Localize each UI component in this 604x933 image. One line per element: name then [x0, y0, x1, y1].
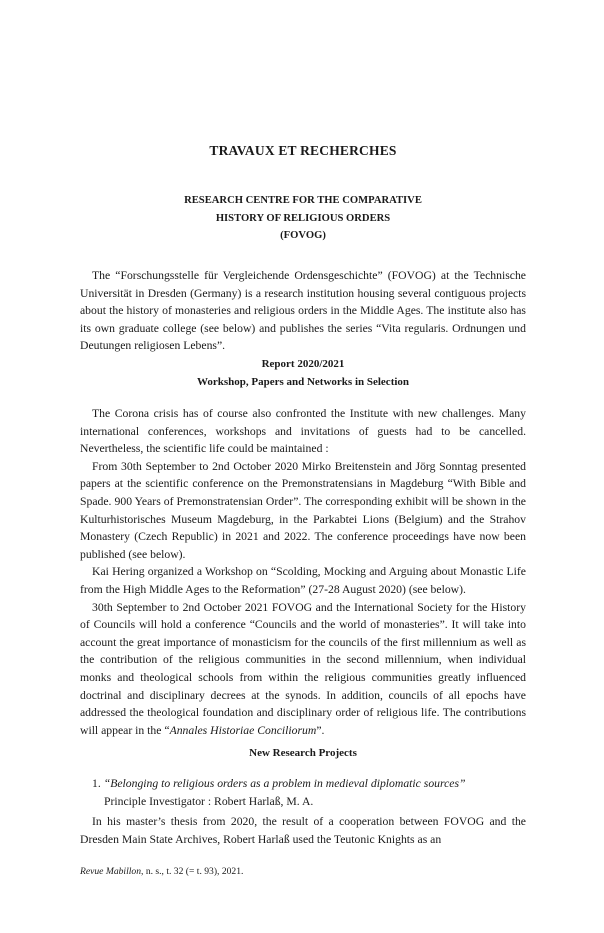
- report-body: [80, 405, 526, 739]
- section-title: TRAVAUX ET RECHERCHES: [209, 143, 397, 158]
- new-projects-heading: New Research Projects: [249, 747, 357, 759]
- project-1-title: [80, 775, 526, 793]
- report-paragraph-4: [80, 599, 526, 740]
- new-projects-body: [80, 775, 526, 848]
- report-subheading: Workshop, Papers and Networks in Selection: [196, 376, 410, 388]
- report-paragraph-4-end: ”.: [316, 723, 325, 737]
- centre-title-line-2: HISTORY OF RELIGIOUS ORDERS: [215, 212, 391, 224]
- intro-paragraph: The “Forschungsstelle für Vergleichende Ordensgeschichte” (FOVOG) at the Technische Universität in Dresden (Germany) is a research institution housing several contiguous projects about the history of monasteries and religious orders in the Middle Ages. The institute also has its own graduate college (see below) and publishes the series “Vita regularis. Ordnungen und Deutungen religiosen Lebens”.: [80, 269, 526, 353]
- centre-title-line-3: (FOVOG): [280, 230, 326, 241]
- centre-title-line-1: RESEARCH CENTRE FOR THE COMPARATIVE: [184, 195, 422, 206]
- intro-block: [80, 267, 526, 355]
- project-1-text: In his master’s thesis from 2020, the result of a cooperation between FOVOG and the Dresden Main State Archives, Robert Harlaß used the Teutonic Knights as an: [80, 815, 526, 846]
- report-paragraph-1: The Corona crisis has of course also confronted the Institute with new challenges. Many international conferences, workshops and invitations of guests had to be cancelled. Nevertheless, the scientific life could be maintained :: [80, 407, 526, 456]
- centre-title: [80, 192, 526, 245]
- project-1-number: 1.: [92, 777, 104, 790]
- project-1-title-text: “Belonging to religious orders as a problem in medieval diplomatic sources”: [103, 777, 466, 790]
- report-paragraph-2: From 30th September to 2nd October 2020 Mirko Breitenstein and Jörg Sonntag presented papers at the scientific conference on the Premonstratensians in Magdeburg “With Bible and Spade. 900 Years of Premonstratensian Order”. The corresponding exhibit will be shown in the Kulturhistorisches Museum Magdeburg, in the Parkabtei Lions (Belgium) and the Strahov Monastery (Czech Republic) in 2021 and 2022. The conference proceedings have now been published (see below).: [80, 459, 526, 561]
- new-projects-heading-block: [80, 744, 526, 762]
- report-heading-block: [80, 355, 526, 391]
- page-footer: [80, 866, 526, 877]
- report-heading: Report 2020/2021: [261, 358, 345, 370]
- footer-journal: Revue Mabillon: [80, 866, 142, 877]
- report-paragraph-4-main: 30th September to 2nd October 2021 FOVOG and the International Society for the History of Councils will hold a conference “Councils and the world of monasteries”. It will take into account the great importance of monasticism for the councils of the first millennium as well as the contribution of the religious communities in the second millennium, when individual monks and theological schools from within the religious communities greatly influenced doctrinal and disciplinary decrees at the synods. In addition, councils of all epochs have addressed the theological foundation and disciplinary order of religious life. The contributions will appear in the “: [80, 600, 526, 737]
- journal-title-annales: Annales Historiae Conciliorum: [169, 723, 317, 737]
- footer-details: , n. s., t. 32 (= t. 93), 2021.: [141, 866, 244, 877]
- report-paragraph-3: Kai Hering organized a Workshop on “Scolding, Mocking and Arguing about Monastic Life from the High Middle Ages to the Reformation” (27-28 August 2020) (see below).: [80, 565, 526, 596]
- project-1-investigator: Principle Investigator : Robert Harlaß, M. A.: [104, 794, 314, 808]
